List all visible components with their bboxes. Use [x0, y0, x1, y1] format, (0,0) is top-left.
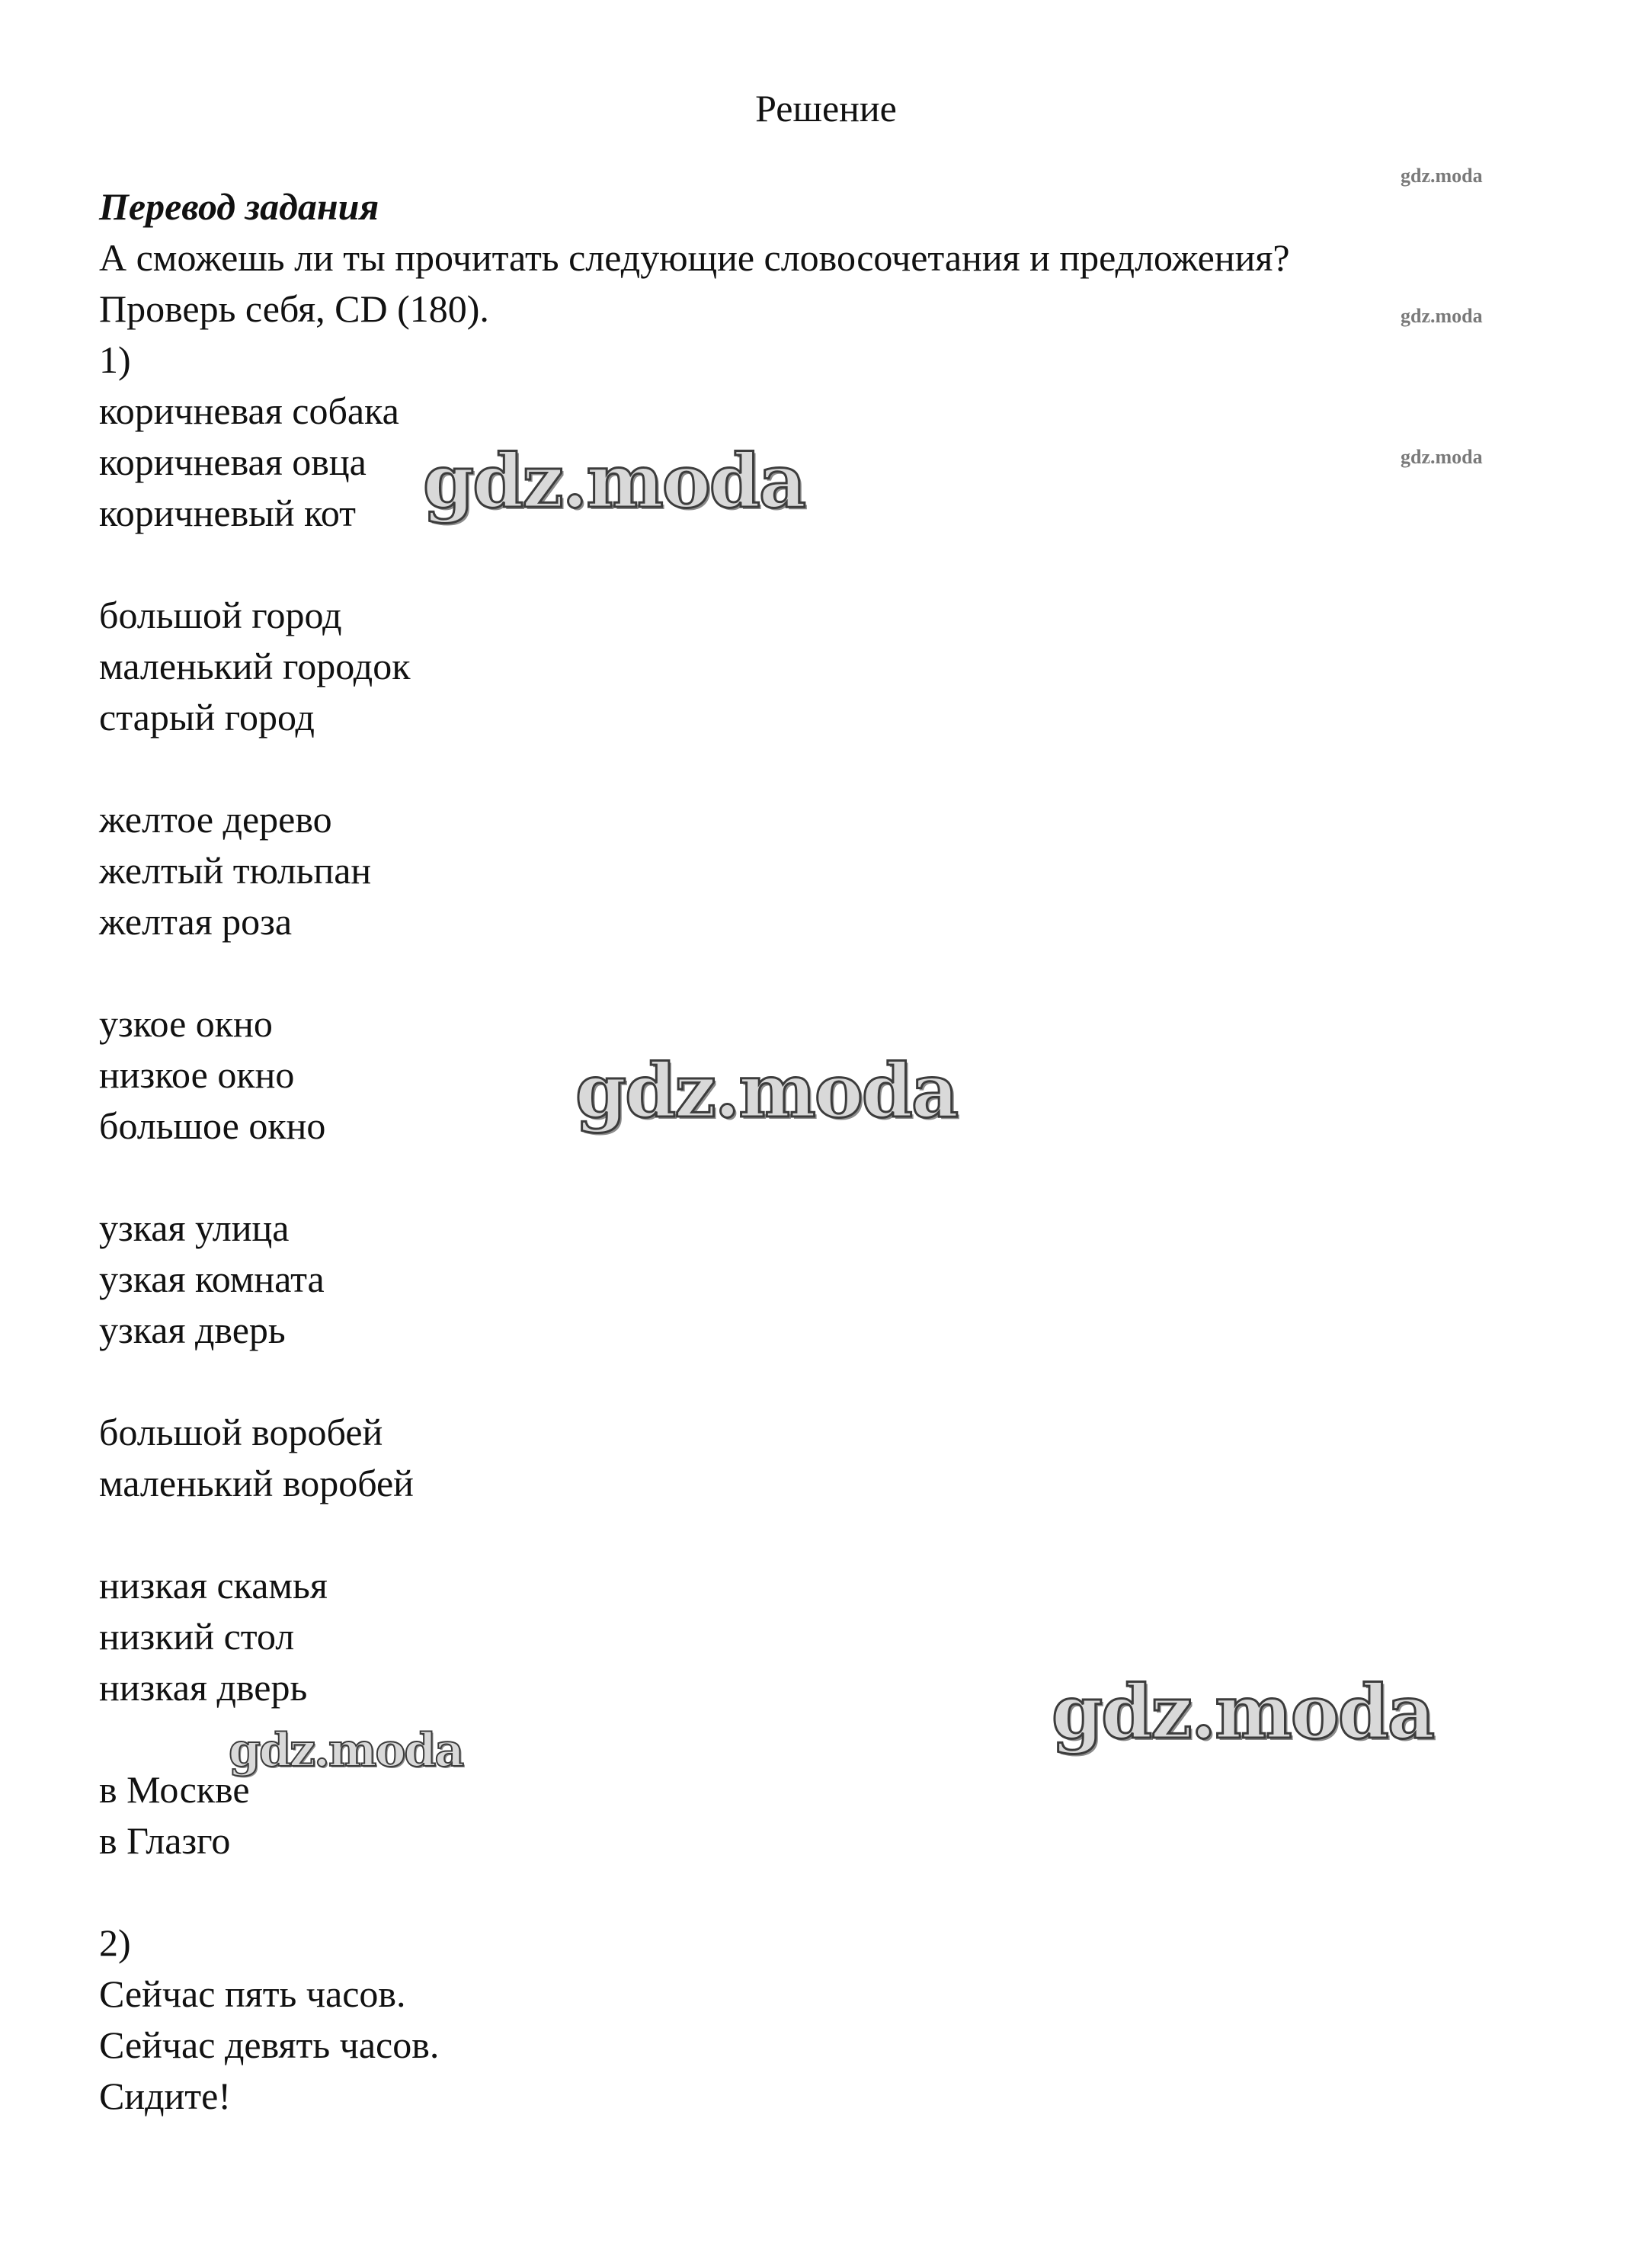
phrase-line: желтая роза [99, 900, 293, 943]
blank-line [99, 539, 1593, 590]
phrase-line: большой город [99, 594, 342, 636]
phrase-line: старый город [99, 696, 315, 739]
part-2-label: 2) [99, 1921, 131, 1964]
phrase-line: коричневый кот [99, 492, 357, 534]
phrase-line: в Москве [99, 1768, 250, 1811]
page-heading: Решение [755, 87, 897, 130]
document-body [99, 181, 1593, 2122]
watermark-small: gdz.moda [1401, 165, 1483, 187]
watermark-small: gdz.moda [1401, 305, 1483, 327]
phrase-line: желтый тюльпан [99, 849, 372, 892]
blank-line [99, 1509, 1593, 1560]
phrase-group-5 [99, 1203, 1593, 1356]
watermark-medium: gdz.moda [229, 1724, 463, 1777]
phrase-line: узкая комната [99, 1258, 325, 1300]
phrase-line: коричневая овца [99, 441, 367, 483]
task-text-line-2: Проверь себя, CD (180). [99, 287, 489, 330]
watermark-large: gdz.moda [423, 438, 805, 524]
phrase-line: узкая улица [99, 1206, 290, 1249]
sentence-group [99, 1969, 1593, 2122]
watermark-small: gdz.moda [1401, 446, 1483, 468]
section-subheading: Перевод задания [99, 185, 379, 228]
phrase-group-2 [99, 590, 1593, 743]
sentence-line: Сейчас пять часов. [99, 1972, 406, 2015]
phrase-line: узкая дверь [99, 1309, 286, 1351]
phrase-line: маленький воробей [99, 1462, 414, 1504]
watermark-large: gdz.moda [575, 1048, 958, 1134]
sentence-line: Сейчас девять часов. [99, 2023, 440, 2066]
task-text-line-1: А сможешь ли ты прочитать следующие словосочетания и предложения? [99, 236, 1290, 279]
phrase-line: низкая скамья [99, 1564, 328, 1607]
phrase-line: желтое дерево [99, 798, 332, 841]
phrase-line: большой воробей [99, 1411, 383, 1453]
phrase-group-8 [99, 1764, 1593, 1866]
phrase-line: маленький городок [99, 645, 411, 687]
phrase-line: большое окно [99, 1104, 326, 1147]
phrase-group-3 [99, 794, 1593, 947]
phrase-group-6 [99, 1407, 1593, 1509]
phrase-line: низкая дверь [99, 1666, 308, 1709]
part-1-label: 1) [99, 338, 131, 381]
phrase-line: коричневая собака [99, 389, 399, 432]
blank-line [99, 1866, 1593, 1918]
phrase-line: низкий стол [99, 1615, 295, 1658]
phrase-line: в Глазго [99, 1819, 231, 1862]
blank-line [99, 743, 1593, 794]
sentence-line: Сидите! [99, 2075, 231, 2117]
phrase-line: низкое окно [99, 1053, 295, 1096]
phrase-line: узкое окно [99, 1002, 273, 1045]
blank-line [99, 1356, 1593, 1407]
blank-line [99, 947, 1593, 998]
blank-line [99, 1152, 1593, 1203]
watermark-large: gdz.moda [1052, 1669, 1434, 1755]
phrase-group-1 [99, 386, 1593, 539]
